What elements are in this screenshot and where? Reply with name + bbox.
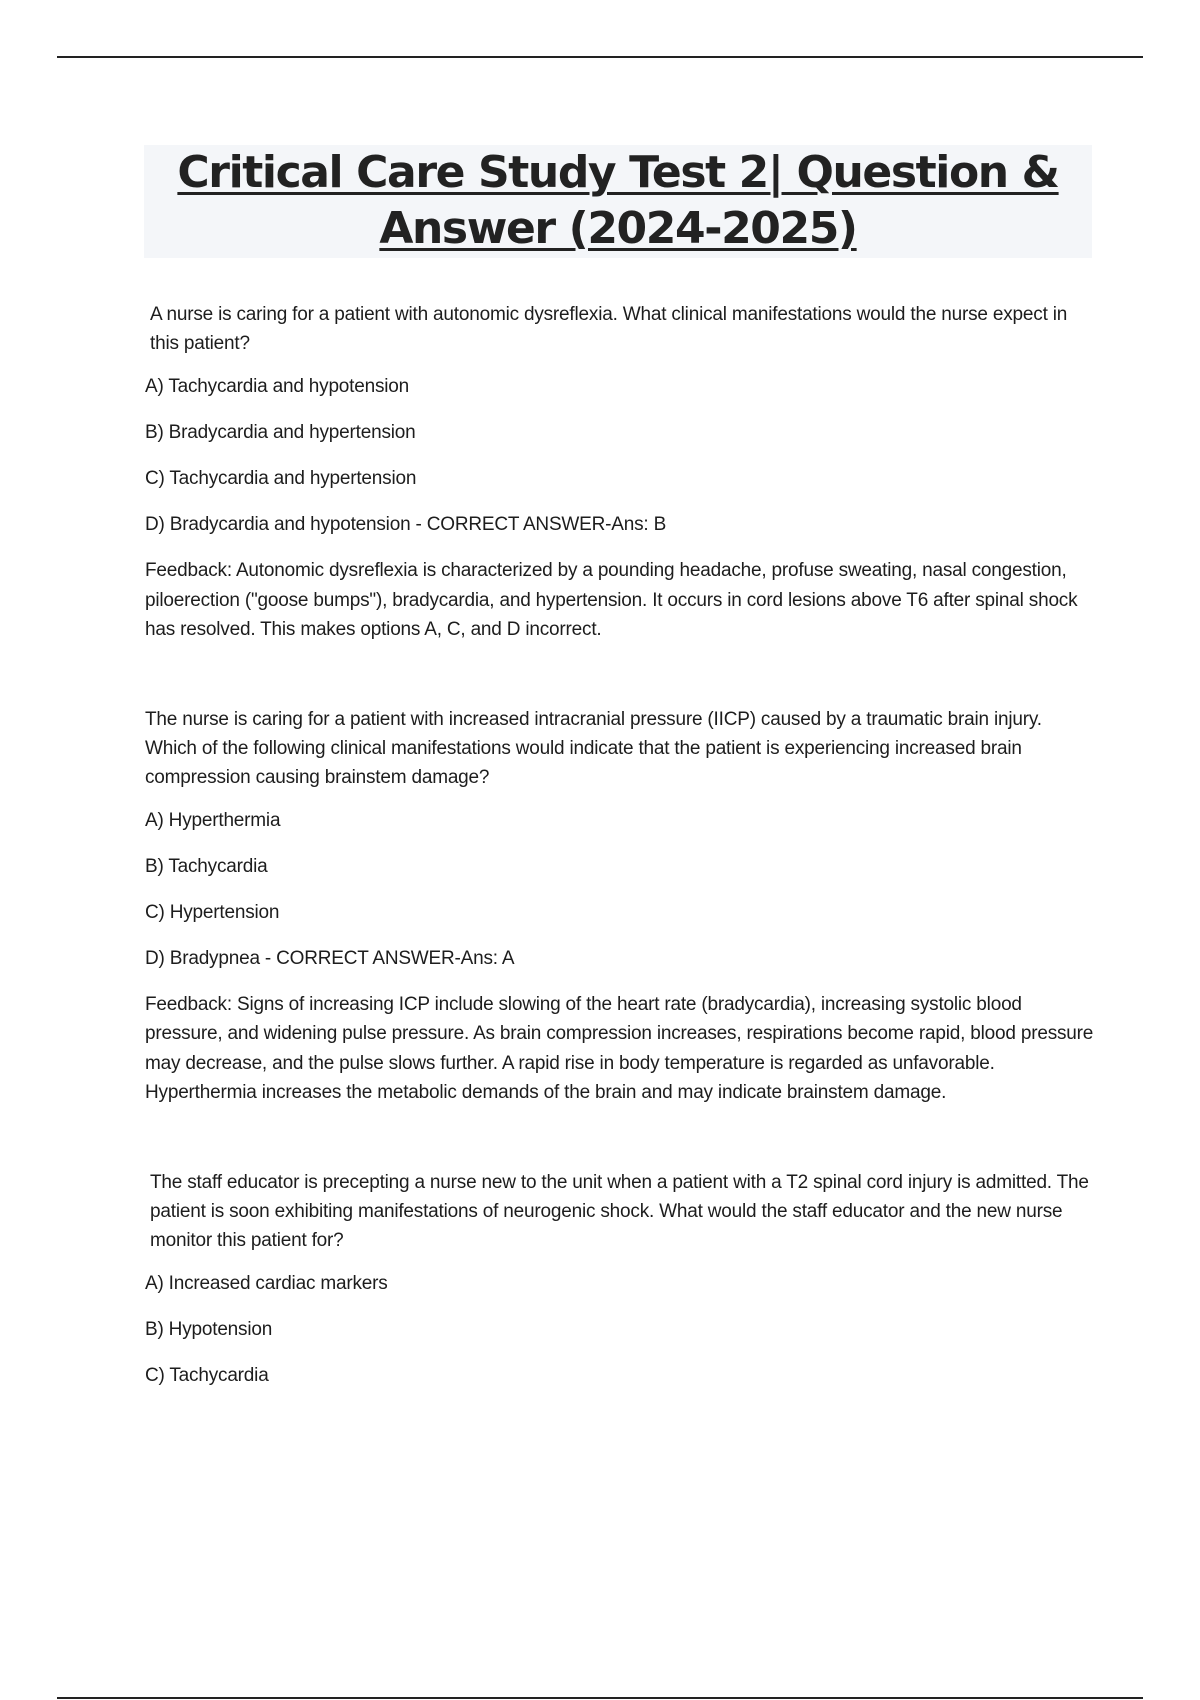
question-stem: The staff educator is precepting a nurse new to the unit when a patient with a T2 spinal cord injury is admitted. The patient is soon exhibiting manifestations of neurogenic shock. What would the staff educator and the new nurse monitor this patient for? bbox=[150, 1171, 1089, 1251]
option-b: B) Bradycardia and hypertension bbox=[145, 422, 416, 443]
bottom-rule bbox=[57, 1697, 1143, 1699]
top-rule bbox=[57, 56, 1143, 58]
option-d-with-answer: D) Bradypnea - CORRECT ANSWER-Ans: A bbox=[145, 947, 515, 969]
feedback-text: Feedback: Autonomic dysreflexia is characterized by a pounding headache, profuse sweating, nasal congestion, piloerection ("goose bumps"), bradycardia, and hypertension. It occurs in cord lesions above T6 after spinal shock has resolved. This makes options A, C, and D incorrect. bbox=[145, 560, 1078, 640]
document-body bbox=[145, 300, 1095, 1407]
question-stem: A nurse is caring for a patient with autonomic dysreflexia. What clinical manifestations would the nurse expect in this patient? bbox=[150, 304, 1068, 354]
option-a: A) Tachycardia and hypotension bbox=[145, 376, 410, 397]
feedback-text: Feedback: Signs of increasing ICP include slowing of the heart rate (bradycardia), increasing systolic blood pressure, and widening pulse pressure. As brain compression increases, respirations become rapid, blood pressure may decrease, and the pulse slows further. A rapid rise in body temperature is regarded as unfavorable. Hyperthermia increases the metabolic demands of the brain and may indicate brainstem damage. bbox=[145, 993, 1094, 1103]
option-d-with-answer: D) Bradycardia and hypotension - CORRECT ANSWER-Ans: B bbox=[145, 514, 667, 535]
option-c: C) Hypertension bbox=[145, 901, 280, 923]
question-2 bbox=[145, 705, 1095, 1108]
option-b: B) Tachycardia bbox=[145, 855, 268, 877]
option-c: C) Tachycardia bbox=[145, 1364, 269, 1386]
option-b: B) Hypotension bbox=[145, 1318, 273, 1340]
option-a: A) Hyperthermia bbox=[145, 809, 281, 831]
question-3 bbox=[145, 1168, 1095, 1390]
option-c: C) Tachycardia and hypertension bbox=[145, 468, 417, 489]
document-title: Critical Care Study Test 2| Question & Answer (2024-2025) bbox=[177, 147, 1059, 254]
question-1 bbox=[145, 300, 1095, 645]
title-banner bbox=[144, 145, 1092, 258]
question-stem: The nurse is caring for a patient with increased intracranial pressure (IICP) caused by a traumatic brain injury. Which of the following clinical manifestations would indicate that the patient is experiencing increased brain compression causing brainstem damage? bbox=[145, 708, 1042, 788]
option-a: A) Increased cardiac markers bbox=[145, 1272, 388, 1294]
